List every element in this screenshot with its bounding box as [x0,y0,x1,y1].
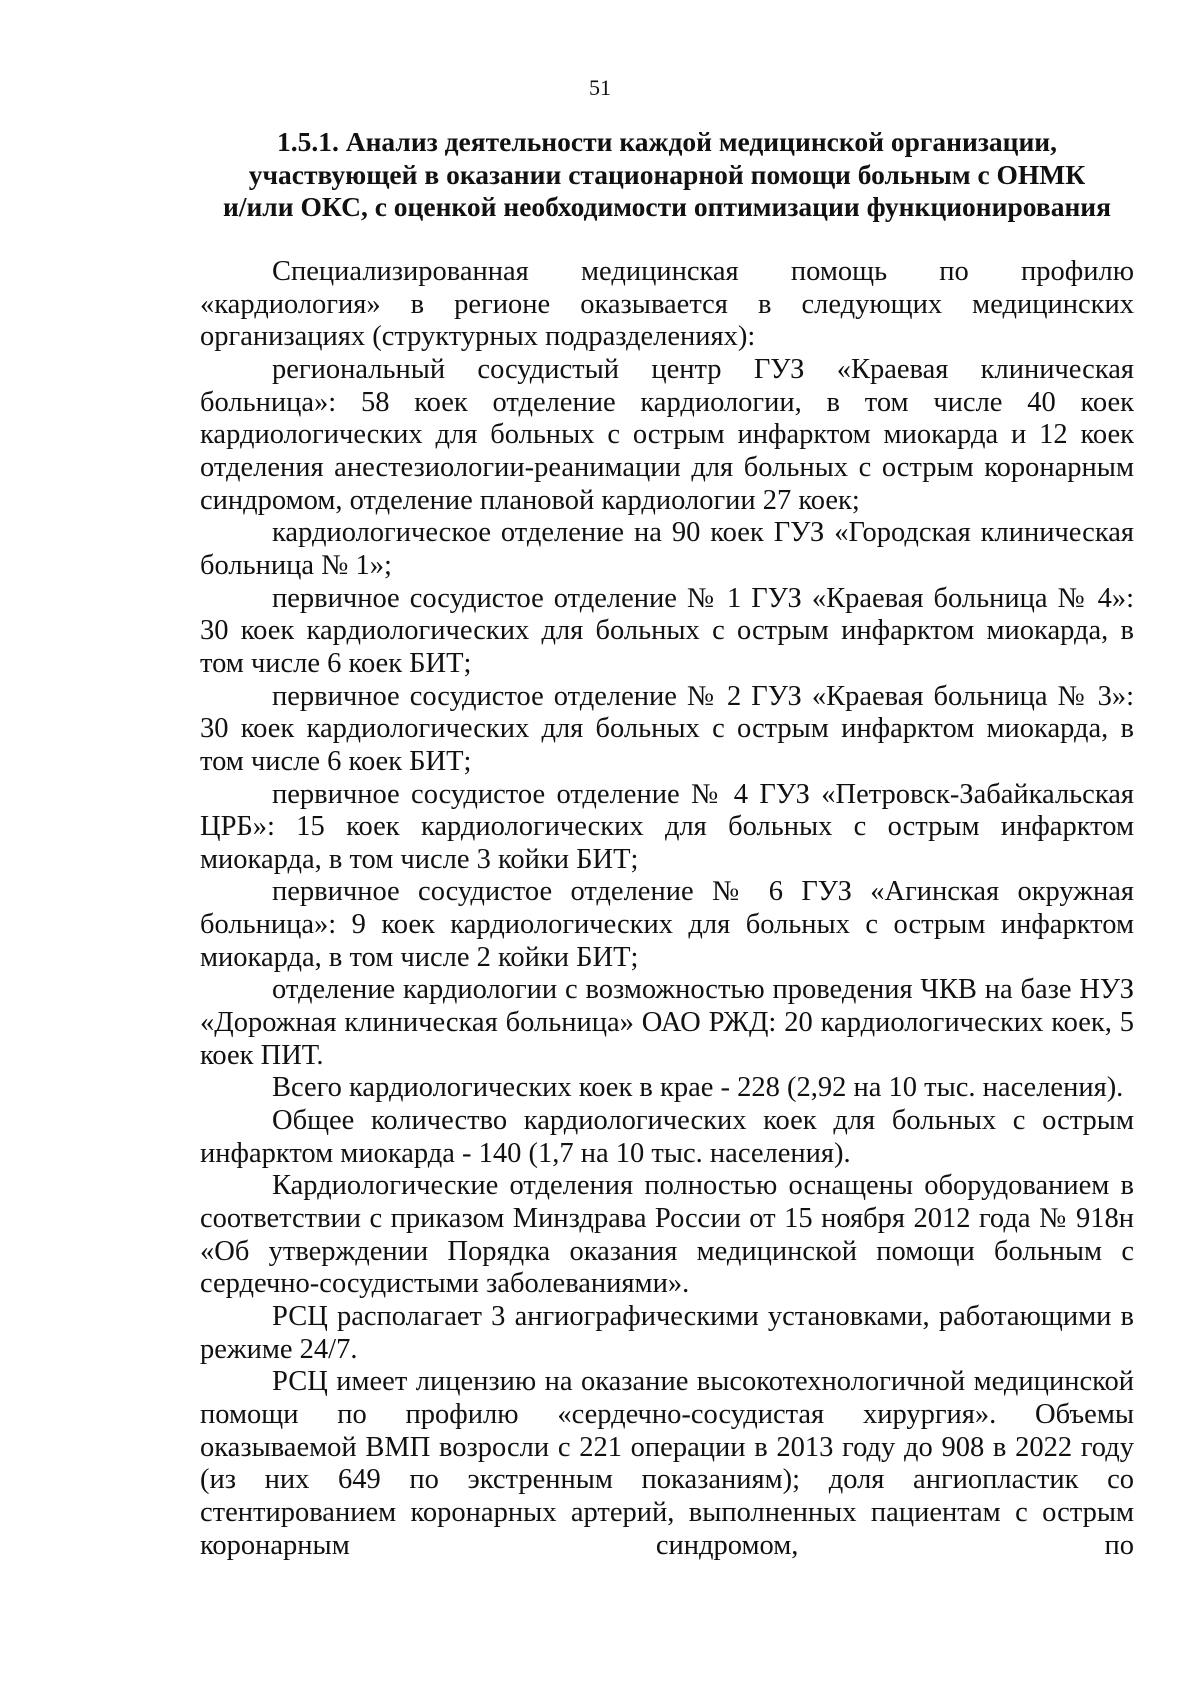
page-number: 51 [589,75,611,100]
body-text [200,256,1134,1562]
section-heading [200,126,1134,224]
paragraph: РСЦ имеет лицензию на оказание высокотехнологичной медицинской помощи по профилю «сердечно-сосудистая хирургия». Объемы оказываемой ВМП возросли с 221 операции в 2013 году до 908 в 2022 году (из них 649 по экстренным показаниям); доля ангиопластик со стентированием коронарных артерий, выполненных пациентам с острым коронарным синдромом, по [200,1366,1134,1561]
paragraph: Кардиологические отделения полностью оснащены оборудованием в соответствии с приказом Минздрава России от 15 ноября 2012 года № 918н «Об утверждении Порядка оказания медицинской помощи больным с сердечно-сосудистыми заболеваниями». [200,1170,1134,1300]
paragraph: Специализированная медицинская помощь по профилю «кардиология» в регионе оказывается в следующих медицинских организациях (структурных подразделениях): [200,256,1134,353]
paragraph: первичное сосудистое отделение № 1 ГУЗ «Краевая больница № 4»: 30 коек кардиологических для больных с острым инфарктом миокарда, в том числе 6 коек БИТ; [200,582,1134,679]
paragraph: кардиологическое отделение на 90 коек ГУЗ «Городская клиническая больница № 1»; [200,517,1134,581]
paragraph: первичное сосудистое отделение № 4 ГУЗ «Петровск-Забайкальская ЦРБ»: 15 коек кардиологических для больных с острым инфарктом миокарда, в том числе 3 койки БИТ; [200,778,1134,875]
paragraph: Общее количество кардиологических коек для больных с острым инфарктом миокарда - 140 (1,7 на 10 тыс. населения). [200,1105,1134,1169]
section-heading-line: и/или ОКС, с оценкой необходимости оптимизации функционирования [222,191,1112,222]
paragraph: первичное сосудистое отделение № 2 ГУЗ «Краевая больница № 3»: 30 коек кардиологических для больных с острым инфарктом миокарда, в том числе 6 коек БИТ; [200,680,1134,777]
paragraph: региональный сосудистый центр ГУЗ «Краевая клиническая больница»: 58 коек отделение кардиологии, в том числе 40 коек кардиологических для больных с острым инфарктом миокарда и 12 коек отделения анестезиологии-реанимации для больных с острым коронарным синдромом, отделение плановой кардиологии 27 коек; [200,353,1134,516]
paragraph: РСЦ располагает 3 ангиографическими установками, работающими в режиме 24/7. [200,1301,1134,1365]
section-heading-line: 1.5.1. Анализ деятельности каждой медицинской организации, [276,126,1058,157]
paragraph: отделение кардиологии с возможностью проведения ЧКВ на базе НУЗ «Дорожная клиническая больница» ОАО РЖД: 20 кардиологических коек, 5 коек ПИТ. [200,974,1134,1071]
paragraph: Всего кардиологических коек в крае - 228 (2,92 на 10 тыс. населения). [272,1072,1124,1104]
paragraph: первичное сосудистое отделение № 6 ГУЗ «Агинская окружная больница»: 9 коек кардиологических для больных с острым инфарктом миокарда, в том числе 2 койки БИТ; [200,876,1134,973]
section-heading-line: участвующей в оказании стационарной помощи больным с ОНМК [248,158,1086,190]
